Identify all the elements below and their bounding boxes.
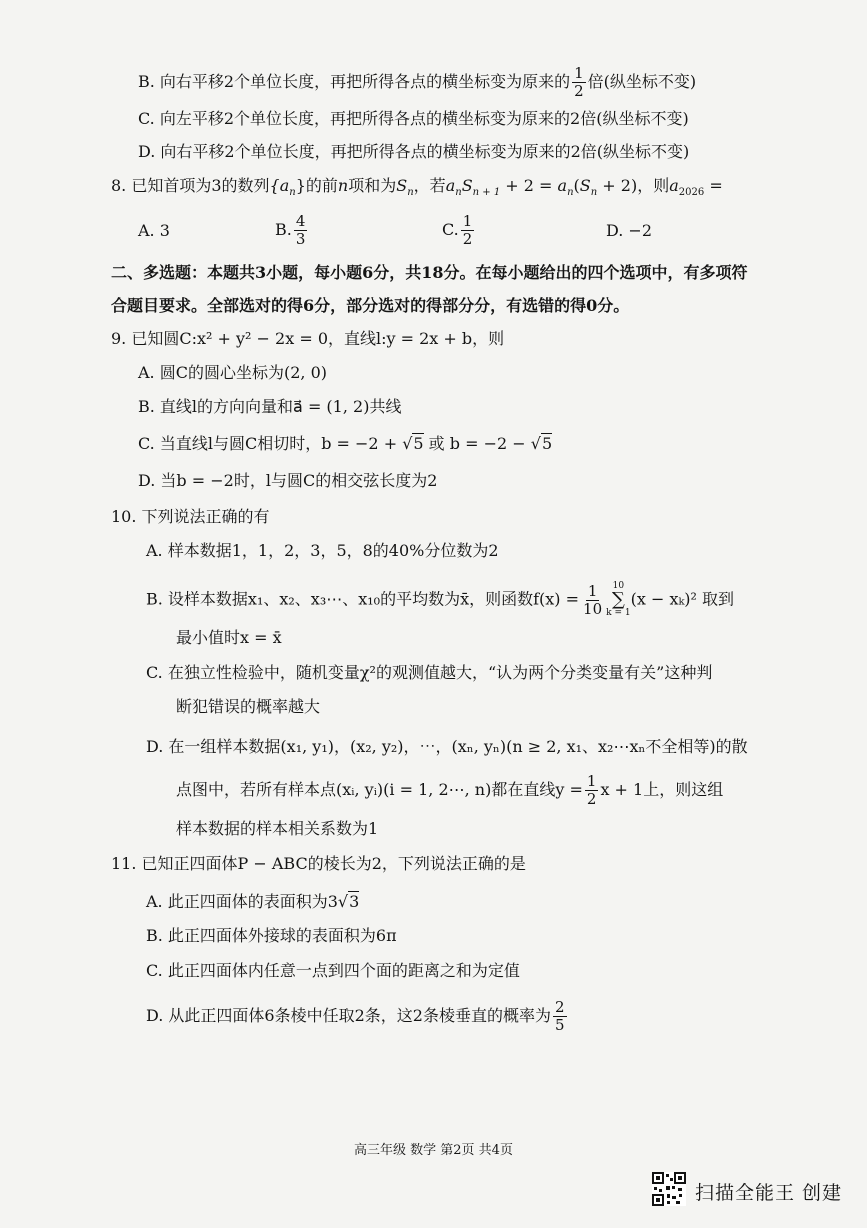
q10-option-c-line2: 断犯错误的概率越大 (176, 697, 321, 716)
q11-option-b: B. 此正四面体外接球的表面积为6π (146, 926, 397, 945)
q9-option-d: D. 当b = −2时，l与圆C的相交弦长度为2 (138, 471, 438, 490)
section2-line1: 二、多选题：本题共3小题，每小题6分，共18分。在每小题给出的四个选项中，有多项符 (111, 263, 748, 282)
q11-option-c: C. 此正四面体内任意一点到四个面的距离之和为定值 (146, 961, 520, 980)
q8-option-b: B. $\frac{4}{3}$ (275, 212, 306, 248)
q7-option-b: B. 向右平移2个单位长度，再把所得各点的横坐标变为原来的 $\frac{1}{2}$ 倍(纵坐标不变) (138, 64, 697, 100)
q8-option-d: D. −2 (606, 221, 653, 240)
q8-option-c: C. $\frac{1}{2}$ (442, 212, 473, 248)
q10-option-d-line3: 样本数据的样本相关系数为1 (176, 819, 379, 838)
q10-option-b: B. 设样本数据x₁、x₂、x₃⋯、x₁₀的平均数为x̄，则函数f(x) = $\frac{1}{10}$ 10 ∑ k = 1 (x − xₖ)² 取到 (146, 581, 735, 618)
q11-stem: 11. 已知正四面体P − ABC的棱长为2，下列说法正确的是 (111, 854, 526, 873)
q8-option-a: A. 3 (138, 221, 170, 240)
q9-option-b: B. 直线l的方向向量和a⃗ = (1, 2)共线 (138, 397, 402, 416)
q10-option-a: A. 样本数据1，1，2，3，5，8的40%分位数为2 (146, 541, 499, 560)
section2-line2: 合题目要求。全部选对的得6分，部分选对的得部分分，有选错的得0分。 (111, 296, 630, 315)
q7-option-c: C. 向左平移2个单位长度，再把所得各点的横坐标变为原来的2倍(纵坐标不变) (138, 109, 689, 128)
q10-option-b-line2: 最小值时x = x̄ (176, 628, 282, 647)
q10-stem: 10. 下列说法正确的有 (111, 507, 270, 526)
q9-option-c: C. 当直线l与圆C相切时，b = −2 + √5 或 b = −2 − √5 (138, 434, 553, 453)
q11-option-d: D. 从此正四面体6条棱中任取2条，这2条棱垂直的概率为 $\frac{2}{5}$ (146, 998, 565, 1034)
fraction: $\frac{1}{2}$ (574, 64, 584, 100)
q11-option-a: A. 此正四面体的表面积为3√3 (146, 892, 360, 911)
q9-option-a: A. 圆C的圆心坐标为(2, 0) (138, 363, 327, 382)
q7-option-d: D. 向右平移2个单位长度，再把所得各点的横坐标变为原来的2倍(纵坐标不变) (138, 142, 690, 161)
qr-code-icon (652, 1172, 686, 1206)
q8-stem: 8. 已知首项为3的数列$\{a_n\}$的前n项和为$S_n$，若$a_nS_{n + 1} + 2 = a_n(S_n + 2)$，则$a_{2026}$ = (111, 176, 723, 199)
q10-option-c-line1: C. 在独立性检验中，随机变量χ²的观测值越大，“认为两个分类变量有关”这种判 (146, 663, 713, 682)
q9-stem: 9. 已知圆C:x² + y² − 2x = 0，直线l:y = 2x + b，则 (111, 329, 505, 348)
q10-option-d-line1: D. 在一组样本数据(x₁, y₁)，(x₂, y₂)，⋯，(xₙ, yₙ)(n ≥ 2, x₁、x₂⋯xₙ不全相等)的散 (146, 737, 748, 756)
page-footer: 高三年级 数学 第2页 共4页 (354, 1143, 513, 1158)
scanner-brand: 扫描全能王 创建 (695, 1182, 843, 1204)
q10-option-d-line2: 点图中，若所有样本点(xᵢ, yᵢ)(i = 1, 2⋯, n)都在直线y = $\frac{1}{2}$ x + 1上，则这组 (176, 772, 724, 808)
